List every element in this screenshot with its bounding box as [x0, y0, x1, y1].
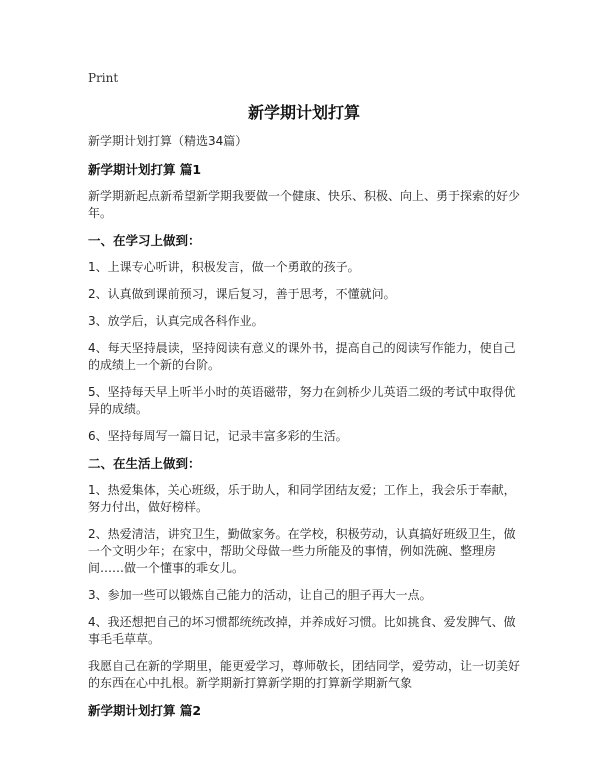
list-item: 4、我还想把自己的坏习惯都统统改掉，并养成好习惯。比如挑食、爱发脾气、做事毛毛草草。	[88, 615, 516, 646]
print-link[interactable]: Print	[88, 71, 119, 85]
section-heading: 新学期计划打算 篇1	[88, 162, 202, 177]
page-title: 新学期计划打算	[247, 103, 360, 122]
paragraph: 新学期新起点新希望新学期我要做一个健康、快乐、积极、向上、勇于探索的好少年。	[88, 189, 521, 220]
list-item: 6、坚持每周写一篇日记，记录丰富多彩的生活。	[88, 429, 348, 443]
list-item: 1、热爱集体，关心班级，乐于助人，和同学团结友爱；工作上，我会乐于奉献，努力付出，做好榜样。	[88, 483, 516, 514]
list-item: 3、参加一些可以锻炼自己能力的活动，让自己的胆子再大一点。	[88, 588, 432, 602]
list-item: 5、坚持每天早上听半小时的英语磁带，努力在剑桥少儿英语二级的考试中取得优异的成绩。	[88, 385, 516, 416]
section-heading: 一、在学习上做到：	[88, 233, 201, 248]
list-item: 2、认真做到课前预习，课后复习，善于思考，不懂就问。	[88, 287, 396, 301]
list-item: 3、放学后，认真完成各科作业。	[88, 314, 264, 328]
list-item: 2、热爱清洁，讲究卫生，勤做家务。在学校，积极劳动，认真搞好班级卫生，做一个文明少年；在家中，帮助父母做一些力所能及的事情，例如洗碗、整理房间……做一个懂事的乖女儿。	[88, 527, 516, 575]
document-subtitle: 新学期计划打算（精选34篇）	[88, 134, 248, 148]
paragraph: 我愿自己在新的学期里，能更爱学习，尊师敬长，团结同学，爱劳动，让一切美好的东西在心中扎根。新学期新打算新学期的打算新学期新气象	[88, 659, 521, 690]
section-heading: 新学期计划打算 篇2	[88, 703, 202, 718]
section-heading: 二、在生活上做到：	[88, 456, 201, 471]
list-item: 4、每天坚持晨读，坚持阅读有意义的课外书，提高自己的阅读写作能力，使自己的成绩上一个新的台阶。	[88, 341, 516, 372]
list-item: 1、上课专心听讲，积极发言，做一个勇敢的孩子。	[88, 260, 360, 274]
article-body	[88, 133, 520, 729]
